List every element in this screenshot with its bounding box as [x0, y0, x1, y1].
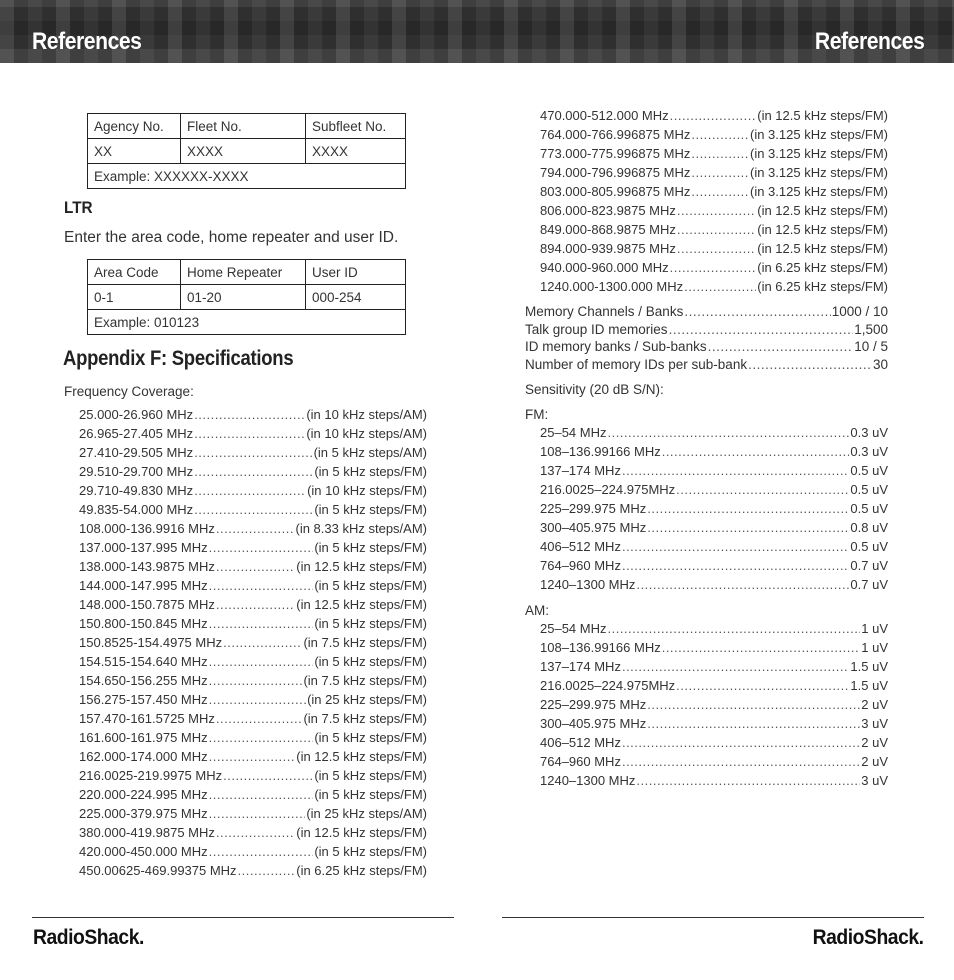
frequency-row-label: 26.965-27.405 MHz: [79, 426, 194, 441]
frequency-row: [79, 787, 427, 806]
frequency-row-label: 154.650-156.255 MHz: [79, 673, 208, 688]
frequency-row: [79, 597, 427, 616]
ltr-example: Example: 010123: [88, 310, 406, 335]
frequency-row: [540, 184, 888, 203]
frequency-row-value: (in 10 kHz steps/FM): [307, 483, 427, 498]
frequency-row: [79, 825, 427, 844]
fm-row-label: 25–54 MHz: [540, 425, 607, 440]
frequency-row-value: (in 5 kHz steps/FM): [314, 502, 427, 517]
frequency-row: [79, 502, 427, 521]
dot-leader: [216, 559, 295, 574]
dot-leader: [223, 768, 313, 783]
frequency-row-value: (in 12.5 kHz steps/FM): [757, 108, 888, 123]
am-row-value: 1 uV: [861, 621, 888, 636]
frequency-row-value: (in 7.5 kHz steps/FM): [303, 673, 427, 688]
dot-leader: [622, 539, 849, 554]
frequency-row-label: 220.000-224.995 MHz: [79, 787, 208, 802]
frequency-row-label: 940.000-960.000 MHz: [540, 260, 669, 275]
frequency-row-value: (in 7.5 kHz steps/FM): [303, 635, 427, 650]
am-row: [540, 754, 888, 773]
fm-row: [540, 501, 888, 520]
am-row-value: 1.5 uV: [850, 678, 888, 693]
fm-row-value: 0.5 uV: [850, 501, 888, 516]
frequency-row-value: (in 5 kHz steps/FM): [314, 578, 427, 593]
frequency-row: [79, 559, 427, 578]
dot-leader: [194, 407, 305, 422]
frequency-row-label: 150.8525-154.4975 MHz: [79, 635, 223, 650]
am-row-value: 2 uV: [861, 754, 888, 769]
fm-row-label: 216.0025–224.975MHz: [540, 482, 676, 497]
dot-leader: [209, 692, 306, 707]
am-row-value: 2 uV: [861, 697, 888, 712]
fm-row-value: 0.3 uV: [850, 425, 888, 440]
fm-row-value: 0.5 uV: [850, 539, 888, 554]
memory-row-label: Talk group ID memories: [525, 321, 668, 337]
frequency-row-label: 49.835-54.000 MHz: [79, 502, 194, 517]
frequency-row: [79, 749, 427, 768]
frequency-row: [540, 260, 888, 279]
frequency-row: [79, 407, 427, 426]
frequency-row-value: (in 25 kHz steps/AM): [306, 806, 427, 821]
frequency-row-label: 803.000-805.996875 MHz: [540, 184, 691, 199]
fm-row: [540, 425, 888, 444]
memory-row: [525, 304, 888, 322]
fm-row: [540, 577, 888, 596]
dot-leader: [677, 203, 756, 218]
fm-row-value: 0.8 uV: [850, 520, 888, 535]
dot-leader: [676, 482, 849, 497]
memory-row: [525, 357, 888, 375]
frequency-row: [79, 578, 427, 597]
frequency-row: [540, 165, 888, 184]
frequency-row: [540, 146, 888, 165]
am-row-label: 300–405.975 MHz: [540, 716, 647, 731]
dot-leader: [684, 279, 756, 294]
frequency-row-label: 29.510-29.700 MHz: [79, 464, 194, 479]
dot-leader: [216, 597, 295, 612]
frequency-row: [79, 616, 427, 635]
fm-row: [540, 520, 888, 539]
am-row-value: 1 uV: [861, 640, 888, 655]
dot-leader: [238, 863, 296, 878]
frequency-row-label: 450.00625-469.99375 MHz: [79, 863, 237, 878]
frequency-row-label: 162.000-174.000 MHz: [79, 749, 208, 764]
frequency-row-value: (in 3.125 kHz steps/FM): [750, 127, 888, 142]
dot-leader: [691, 165, 749, 180]
am-row: [540, 678, 888, 697]
ltr-heading: LTR: [64, 198, 93, 217]
dot-leader: [636, 773, 860, 788]
frequency-row: [540, 279, 888, 298]
dot-leader: [209, 673, 303, 688]
frequency-row: [79, 692, 427, 711]
frequency-list-right: [540, 108, 888, 298]
frequency-row: [79, 863, 427, 882]
dot-leader: [662, 640, 861, 655]
frequency-row: [540, 241, 888, 260]
frequency-row-label: 1240.000-1300.000 MHz: [540, 279, 684, 294]
subfleet-header: Subfleet No.: [306, 114, 406, 139]
dot-leader: [748, 357, 872, 372]
fm-row-label: 300–405.975 MHz: [540, 520, 647, 535]
fm-row-label: 406–512 MHz: [540, 539, 621, 554]
frequency-coverage-label: Frequency Coverage:: [64, 384, 194, 399]
frequency-row-label: 849.000-868.9875 MHz: [540, 222, 676, 237]
fleet-value: XXXX: [181, 139, 306, 164]
am-row-label: 25–54 MHz: [540, 621, 607, 636]
memory-row: [525, 339, 888, 357]
frequency-row-value: (in 12.5 kHz steps/FM): [757, 203, 888, 218]
frequency-row: [79, 844, 427, 863]
frequency-row-value: (in 5 kHz steps/FM): [314, 730, 427, 745]
dot-leader: [622, 754, 860, 769]
am-row-value: 1.5 uV: [850, 659, 888, 674]
dot-leader: [216, 521, 295, 536]
frequency-row-label: 380.000-419.9875 MHz: [79, 825, 215, 840]
am-sensitivity-list: [540, 621, 888, 792]
frequency-row-value: (in 12.5 kHz steps/FM): [757, 241, 888, 256]
frequency-row-label: 137.000-137.995 MHz: [79, 540, 208, 555]
am-row-label: 225–299.975 MHz: [540, 697, 647, 712]
memory-spec-list: [525, 304, 888, 374]
frequency-row-value: (in 25 kHz steps/FM): [307, 692, 427, 707]
am-row: [540, 659, 888, 678]
agency-header: Agency No.: [88, 114, 181, 139]
agency-table: [87, 113, 406, 189]
frequency-row-value: (in 8.33 kHz steps/AM): [295, 521, 427, 536]
dot-leader: [676, 678, 849, 693]
header-title-left: References: [32, 28, 142, 55]
frequency-row-value: (in 5 kHz steps/FM): [314, 540, 427, 555]
dot-leader: [622, 463, 849, 478]
fm-row: [540, 539, 888, 558]
fm-row: [540, 482, 888, 501]
am-row: [540, 640, 888, 659]
fm-row-value: 0.7 uV: [850, 577, 888, 592]
frequency-row-label: 894.000-939.9875 MHz: [540, 241, 676, 256]
frequency-row-label: 108.000-136.9916 MHz: [79, 521, 215, 536]
frequency-row: [79, 711, 427, 730]
frequency-row: [79, 654, 427, 673]
frequency-row: [79, 521, 427, 540]
dot-leader: [209, 540, 314, 555]
dot-leader: [607, 621, 860, 636]
frequency-row: [540, 108, 888, 127]
memory-row-label: Number of memory IDs per sub-bank: [525, 356, 748, 372]
fm-sensitivity-list: [540, 425, 888, 596]
memory-row-value: 30: [872, 356, 888, 372]
frequency-row-value: (in 6.25 kHz steps/FM): [757, 279, 888, 294]
frequency-row-value: (in 6.25 kHz steps/FM): [296, 863, 427, 878]
am-row-value: 3 uV: [861, 773, 888, 788]
dot-leader: [216, 711, 303, 726]
dot-leader: [607, 425, 849, 440]
dot-leader: [670, 260, 757, 275]
dot-leader: [194, 502, 313, 517]
am-row-label: 108–136.99166 MHz: [540, 640, 661, 655]
frequency-row-label: 29.710-49.830 MHz: [79, 483, 194, 498]
dot-leader: [708, 339, 854, 354]
dot-leader: [209, 578, 314, 593]
frequency-row-label: 144.000-147.995 MHz: [79, 578, 208, 593]
dot-leader: [209, 730, 314, 745]
user-id-value: 000-254: [306, 285, 406, 310]
dot-leader: [622, 558, 849, 573]
dot-leader: [684, 304, 830, 319]
dot-leader: [223, 635, 302, 650]
fm-row-value: 0.5 uV: [850, 463, 888, 478]
dot-leader: [677, 222, 756, 237]
frequency-list-left: [79, 407, 427, 882]
frequency-row: [79, 806, 427, 825]
frequency-row-value: (in 5 kHz steps/FM): [314, 654, 427, 669]
frequency-row-label: 470.000-512.000 MHz: [540, 108, 669, 123]
frequency-row-value: (in 10 kHz steps/AM): [306, 426, 427, 441]
fm-row-label: 108–136.99166 MHz: [540, 444, 661, 459]
am-row-label: 216.0025–224.975MHz: [540, 678, 676, 693]
ltr-table: [87, 259, 406, 335]
frequency-row: [79, 445, 427, 464]
frequency-row: [79, 768, 427, 787]
frequency-row-value: (in 7.5 kHz steps/FM): [303, 711, 427, 726]
memory-row-value: 10 / 5: [854, 339, 888, 354]
dot-leader: [194, 445, 312, 460]
dot-leader: [622, 735, 860, 750]
frequency-row-label: 25.000-26.960 MHz: [79, 407, 194, 422]
dot-leader: [669, 322, 854, 337]
memory-row-label: ID memory banks / Sub-banks: [525, 339, 707, 354]
header-title-right: References: [814, 28, 924, 55]
footer-rule-right: [502, 917, 924, 918]
frequency-row-label: 764.000-766.996875 MHz: [540, 127, 691, 142]
frequency-row-label: 225.000-379.975 MHz: [79, 806, 208, 821]
area-code-value: 0-1: [88, 285, 181, 310]
agency-example: Example: XXXXXX-XXXX: [88, 164, 406, 189]
frequency-row-value: (in 5 kHz steps/FM): [314, 844, 427, 859]
frequency-row-value: (in 6.25 kHz steps/FM): [757, 260, 888, 275]
fm-row: [540, 558, 888, 577]
fm-row-label: 1240–1300 MHz: [540, 577, 636, 592]
am-row: [540, 716, 888, 735]
frequency-row: [79, 483, 427, 502]
frequency-row-value: (in 5 kHz steps/FM): [314, 787, 427, 802]
user-id-header: User ID: [306, 260, 406, 285]
frequency-row-value: (in 5 kHz steps/FM): [314, 616, 427, 631]
frequency-row: [79, 426, 427, 445]
radioshack-logo-right: RadioShack.: [813, 926, 924, 949]
fm-row: [540, 463, 888, 482]
memory-row-value: 1000 / 10: [831, 304, 888, 319]
dot-leader: [194, 464, 313, 479]
frequency-row: [79, 635, 427, 654]
frequency-row-value: (in 5 kHz steps/FM): [314, 768, 427, 783]
fm-row-value: 0.3 uV: [850, 444, 888, 459]
dot-leader: [670, 108, 757, 123]
dot-leader: [647, 520, 849, 535]
dot-leader: [662, 444, 850, 459]
frequency-row: [540, 203, 888, 222]
frequency-row: [540, 127, 888, 146]
dot-leader: [216, 825, 295, 840]
am-row: [540, 735, 888, 754]
subfleet-value: XXXX: [306, 139, 406, 164]
fm-label: FM:: [525, 407, 549, 422]
dot-leader: [209, 787, 314, 802]
area-code-header: Area Code: [88, 260, 181, 285]
am-row-value: 2 uV: [861, 735, 888, 750]
home-repeater-value: 01-20: [181, 285, 306, 310]
footer-rule-left: [32, 917, 454, 918]
frequency-row-label: 773.000-775.996875 MHz: [540, 146, 691, 161]
frequency-row-value: (in 12.5 kHz steps/FM): [296, 597, 427, 612]
frequency-row-value: (in 3.125 kHz steps/FM): [750, 184, 888, 199]
am-row: [540, 621, 888, 640]
fm-row-value: 0.5 uV: [850, 482, 888, 497]
fm-row-label: 137–174 MHz: [540, 463, 621, 478]
frequency-row-label: 420.000-450.000 MHz: [79, 844, 208, 859]
frequency-row-value: (in 12.5 kHz steps/FM): [296, 749, 427, 764]
dot-leader: [209, 806, 306, 821]
frequency-row-value: (in 3.125 kHz steps/FM): [750, 146, 888, 161]
radioshack-logo-left: RadioShack.: [33, 926, 144, 949]
frequency-row-label: 150.800-150.845 MHz: [79, 616, 208, 631]
frequency-row: [79, 730, 427, 749]
sensitivity-label: Sensitivity (20 dB S/N):: [525, 382, 664, 397]
dot-leader: [647, 697, 860, 712]
fleet-header: Fleet No.: [181, 114, 306, 139]
frequency-row-value: (in 12.5 kHz steps/FM): [757, 222, 888, 237]
frequency-row: [540, 222, 888, 241]
home-repeater-header: Home Repeater: [181, 260, 306, 285]
frequency-row: [79, 673, 427, 692]
frequency-row-value: (in 10 kHz steps/AM): [306, 407, 427, 422]
frequency-row-label: 794.000-796.996875 MHz: [540, 165, 691, 180]
frequency-row: [79, 540, 427, 559]
frequency-row-label: 156.275-157.450 MHz: [79, 692, 208, 707]
frequency-row-value: (in 12.5 kHz steps/FM): [296, 559, 427, 574]
frequency-row-label: 27.410-29.505 MHz: [79, 445, 194, 460]
am-row-label: 137–174 MHz: [540, 659, 621, 674]
am-row-label: 764–960 MHz: [540, 754, 621, 769]
frequency-row-label: 157.470-161.5725 MHz: [79, 711, 215, 726]
dot-leader: [194, 426, 305, 441]
am-row: [540, 773, 888, 792]
frequency-row-label: 138.000-143.9875 MHz: [79, 559, 215, 574]
frequency-row-value: (in 12.5 kHz steps/FM): [296, 825, 427, 840]
memory-row: [525, 322, 888, 340]
am-row: [540, 697, 888, 716]
memory-row-value: 1,500: [854, 321, 888, 337]
dot-leader: [636, 577, 849, 592]
dot-leader: [691, 146, 749, 161]
frequency-row-label: 216.0025-219.9975 MHz: [79, 768, 223, 783]
fm-row-label: 225–299.975 MHz: [540, 501, 647, 516]
am-label: AM:: [525, 603, 550, 618]
am-row-value: 3 uV: [861, 716, 888, 731]
dot-leader: [677, 241, 756, 256]
memory-row-label: Memory Channels / Banks: [525, 304, 684, 319]
frequency-row-value: (in 3.125 kHz steps/FM): [750, 165, 888, 180]
dot-leader: [647, 716, 860, 731]
frequency-row-label: 161.600-161.975 MHz: [79, 730, 208, 745]
am-row-label: 1240–1300 MHz: [540, 773, 636, 788]
fm-row-value: 0.7 uV: [850, 558, 888, 573]
ltr-description: Enter the area code, home repeater and user ID.: [64, 229, 399, 246]
page-header: [0, 0, 954, 63]
dot-leader: [691, 184, 749, 199]
frequency-row: [79, 464, 427, 483]
frequency-row-value: (in 5 kHz steps/FM): [314, 464, 427, 479]
frequency-row-label: 148.000-150.7875 MHz: [79, 597, 215, 612]
dot-leader: [209, 616, 314, 631]
dot-leader: [691, 127, 749, 142]
dot-leader: [194, 483, 306, 498]
agency-value: XX: [88, 139, 181, 164]
dot-leader: [209, 844, 314, 859]
frequency-row-label: 154.515-154.640 MHz: [79, 654, 208, 669]
appendix-heading: Appendix F: Specifications: [63, 347, 294, 370]
fm-row-label: 764–960 MHz: [540, 558, 621, 573]
dot-leader: [209, 749, 296, 764]
dot-leader: [622, 659, 849, 674]
frequency-row-label: 806.000-823.9875 MHz: [540, 203, 676, 218]
am-row-label: 406–512 MHz: [540, 735, 621, 750]
dot-leader: [647, 501, 849, 516]
dot-leader: [209, 654, 314, 669]
frequency-row-value: (in 5 kHz steps/AM): [313, 445, 427, 460]
fm-row: [540, 444, 888, 463]
